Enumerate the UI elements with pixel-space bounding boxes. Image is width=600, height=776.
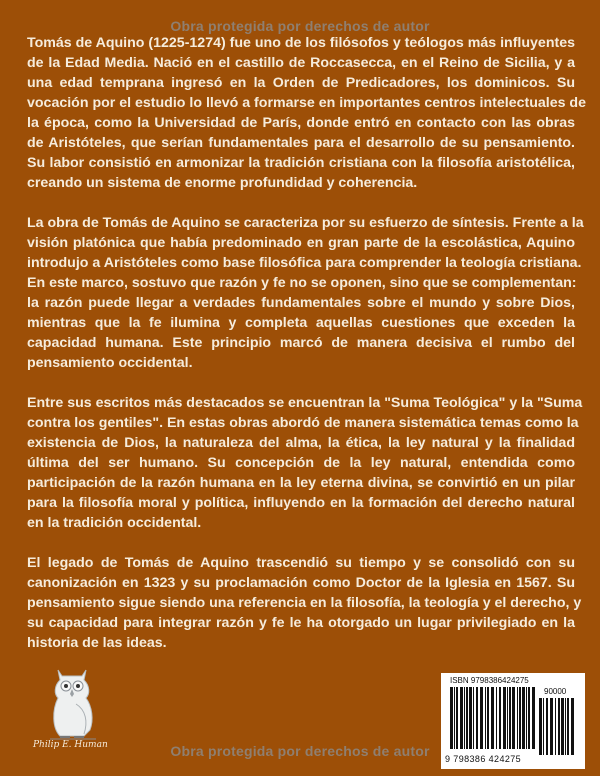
barcode-addon-bars [539,698,575,755]
text-line: una edad temprana ingresó en la Orden de Predicadores, los dominicos. Su [27,75,575,91]
barcode-bar [571,698,574,755]
text-line: contra los gentiles". En estas obras abordó de manera sistemática temas como la [27,415,579,431]
text-line: participación de la razón humana en la ley eterna divina, se convirtió en un pilar [27,475,575,491]
watermark-top: Obra protegida por derechos de autor [170,18,430,34]
isbn-barcode [441,673,585,769]
barcode-bar [558,698,560,755]
barcode-bar [546,698,548,755]
barcode-bar [519,687,521,749]
text-line: capacidad humana. Este principio marcó de manera decisiva el rumbo del [27,335,575,351]
barcode-bar [450,687,453,749]
isbn-label: ISBN 9798386424275 [450,676,529,685]
text-line: última del ser humano. Su concepción de la ley natural, entendida como [27,455,575,471]
barcode-bar [539,698,542,755]
barcode-bar [460,687,463,749]
text-line: creando un sistema de enorme profundidad y coherencia. [27,175,418,191]
barcode-bar [517,687,518,749]
barcode-bar [522,687,525,749]
barcode-bar [512,687,515,749]
back-cover-text [27,33,586,673]
text-line: canonización en 1323 y su proclamación como Doctor de la Iglesia en 1567. Su [27,575,575,591]
barcode-bar [485,687,486,749]
barcode-bar [469,687,472,749]
watermark-bottom: Obra protegida por derechos de autor [170,743,430,759]
author-signature: Philip E. Human [33,740,108,750]
barcode-bar [456,687,458,749]
text-line: para la filosofía moral y política, influyendo en la formación del derecho natural [27,495,575,511]
text-line: mientras que la fe ilumina y completa aquellas cuestiones que exceden la [27,315,575,331]
barcode-bar [454,687,455,749]
paragraph [27,393,583,533]
barcode-bar [550,698,553,755]
barcode-bar [532,687,535,749]
paragraph [27,213,584,373]
barcode-bar [466,687,468,749]
barcode-bar [496,687,497,749]
text-line: pensamiento occidental. [27,355,193,371]
barcode-bar [567,698,569,755]
barcode-bar [565,698,566,755]
text-line: pensamiento sigue siendo una referencia en la filosofía, la teología y el derecho, y [27,595,582,611]
barcode-bar [476,687,478,749]
barcode-bar [491,687,494,749]
barcode-bar [480,687,483,749]
text-line: introdujo a Aristóteles como base filosófica para comprender la teología cristiana. [27,255,582,271]
barcode-bar [528,687,530,749]
text-line: de la Edad Media. Nació en el castillo de Roccasecca, en el Reino de Sicilia, y a [27,55,575,71]
text-line: Entre sus escritos más destacados se encuentran la "Suma Teológica" y la "Suma [27,395,583,411]
text-line: existencia de Dios, la naturaleza del alma, la ética, la ley natural y la finalidad [27,435,575,451]
text-line: vocación por el estudio lo llevó a formarse en importantes centros intelectuales de [27,95,586,111]
text-line: La obra de Tomás de Aquino se caracteriza por su esfuerzo de síntesis. Frente a la [27,215,584,231]
text-line: en la tradición occidental. [27,515,202,531]
barcode-bars [450,687,535,749]
barcode-bar [555,698,556,755]
paragraph [27,33,586,193]
paragraph [27,553,582,653]
barcode-bar [526,687,527,749]
isbn-digits: 9 798386 424275 [445,754,522,764]
barcode-bar [543,698,544,755]
text-line: historia de las ideas. [27,635,167,651]
barcode-bar [487,687,489,749]
text-line: Tomás de Aquino (1225-1274) fue uno de los filósofos y teólogos más influyentes [27,35,575,51]
barcode-bar [509,687,511,749]
barcode-bar [499,687,501,749]
barcode-bar [503,687,506,749]
text-line: Su labor consistió en armonizar la tradición cristiana con la filosofía aristotélica, [27,155,575,171]
barcode-bar [507,687,508,749]
text-line: la razón puede llegar a verdades fundamentales sobre el mundo y sobre Dios, [27,295,575,311]
text-line: su capacidad para integrar razón y fe le ha otorgado un lugar privilegiado en la [27,615,575,631]
text-line: la época, como la Universidad de París, donde entró en contacto con las obras [27,115,575,131]
barcode-bar [464,687,465,749]
text-line: visión platónica que había predominado en gran parte de la escolástica, Aquino [27,235,575,251]
text-line: de Aristóteles, que serían fundamentales para el desarrollo de su pensamiento. [27,135,575,151]
owl-icon [40,664,104,744]
barcode-bar [561,698,564,755]
price-code: 90000 [544,687,567,696]
barcode-bar [473,687,474,749]
text-line: El legado de Tomás de Aquino trascendió su tiempo y se consolidó con su [27,555,575,571]
text-line: En este marco, sostuvo que razón y fe no se oponen, sino que se complementan: [27,275,577,291]
